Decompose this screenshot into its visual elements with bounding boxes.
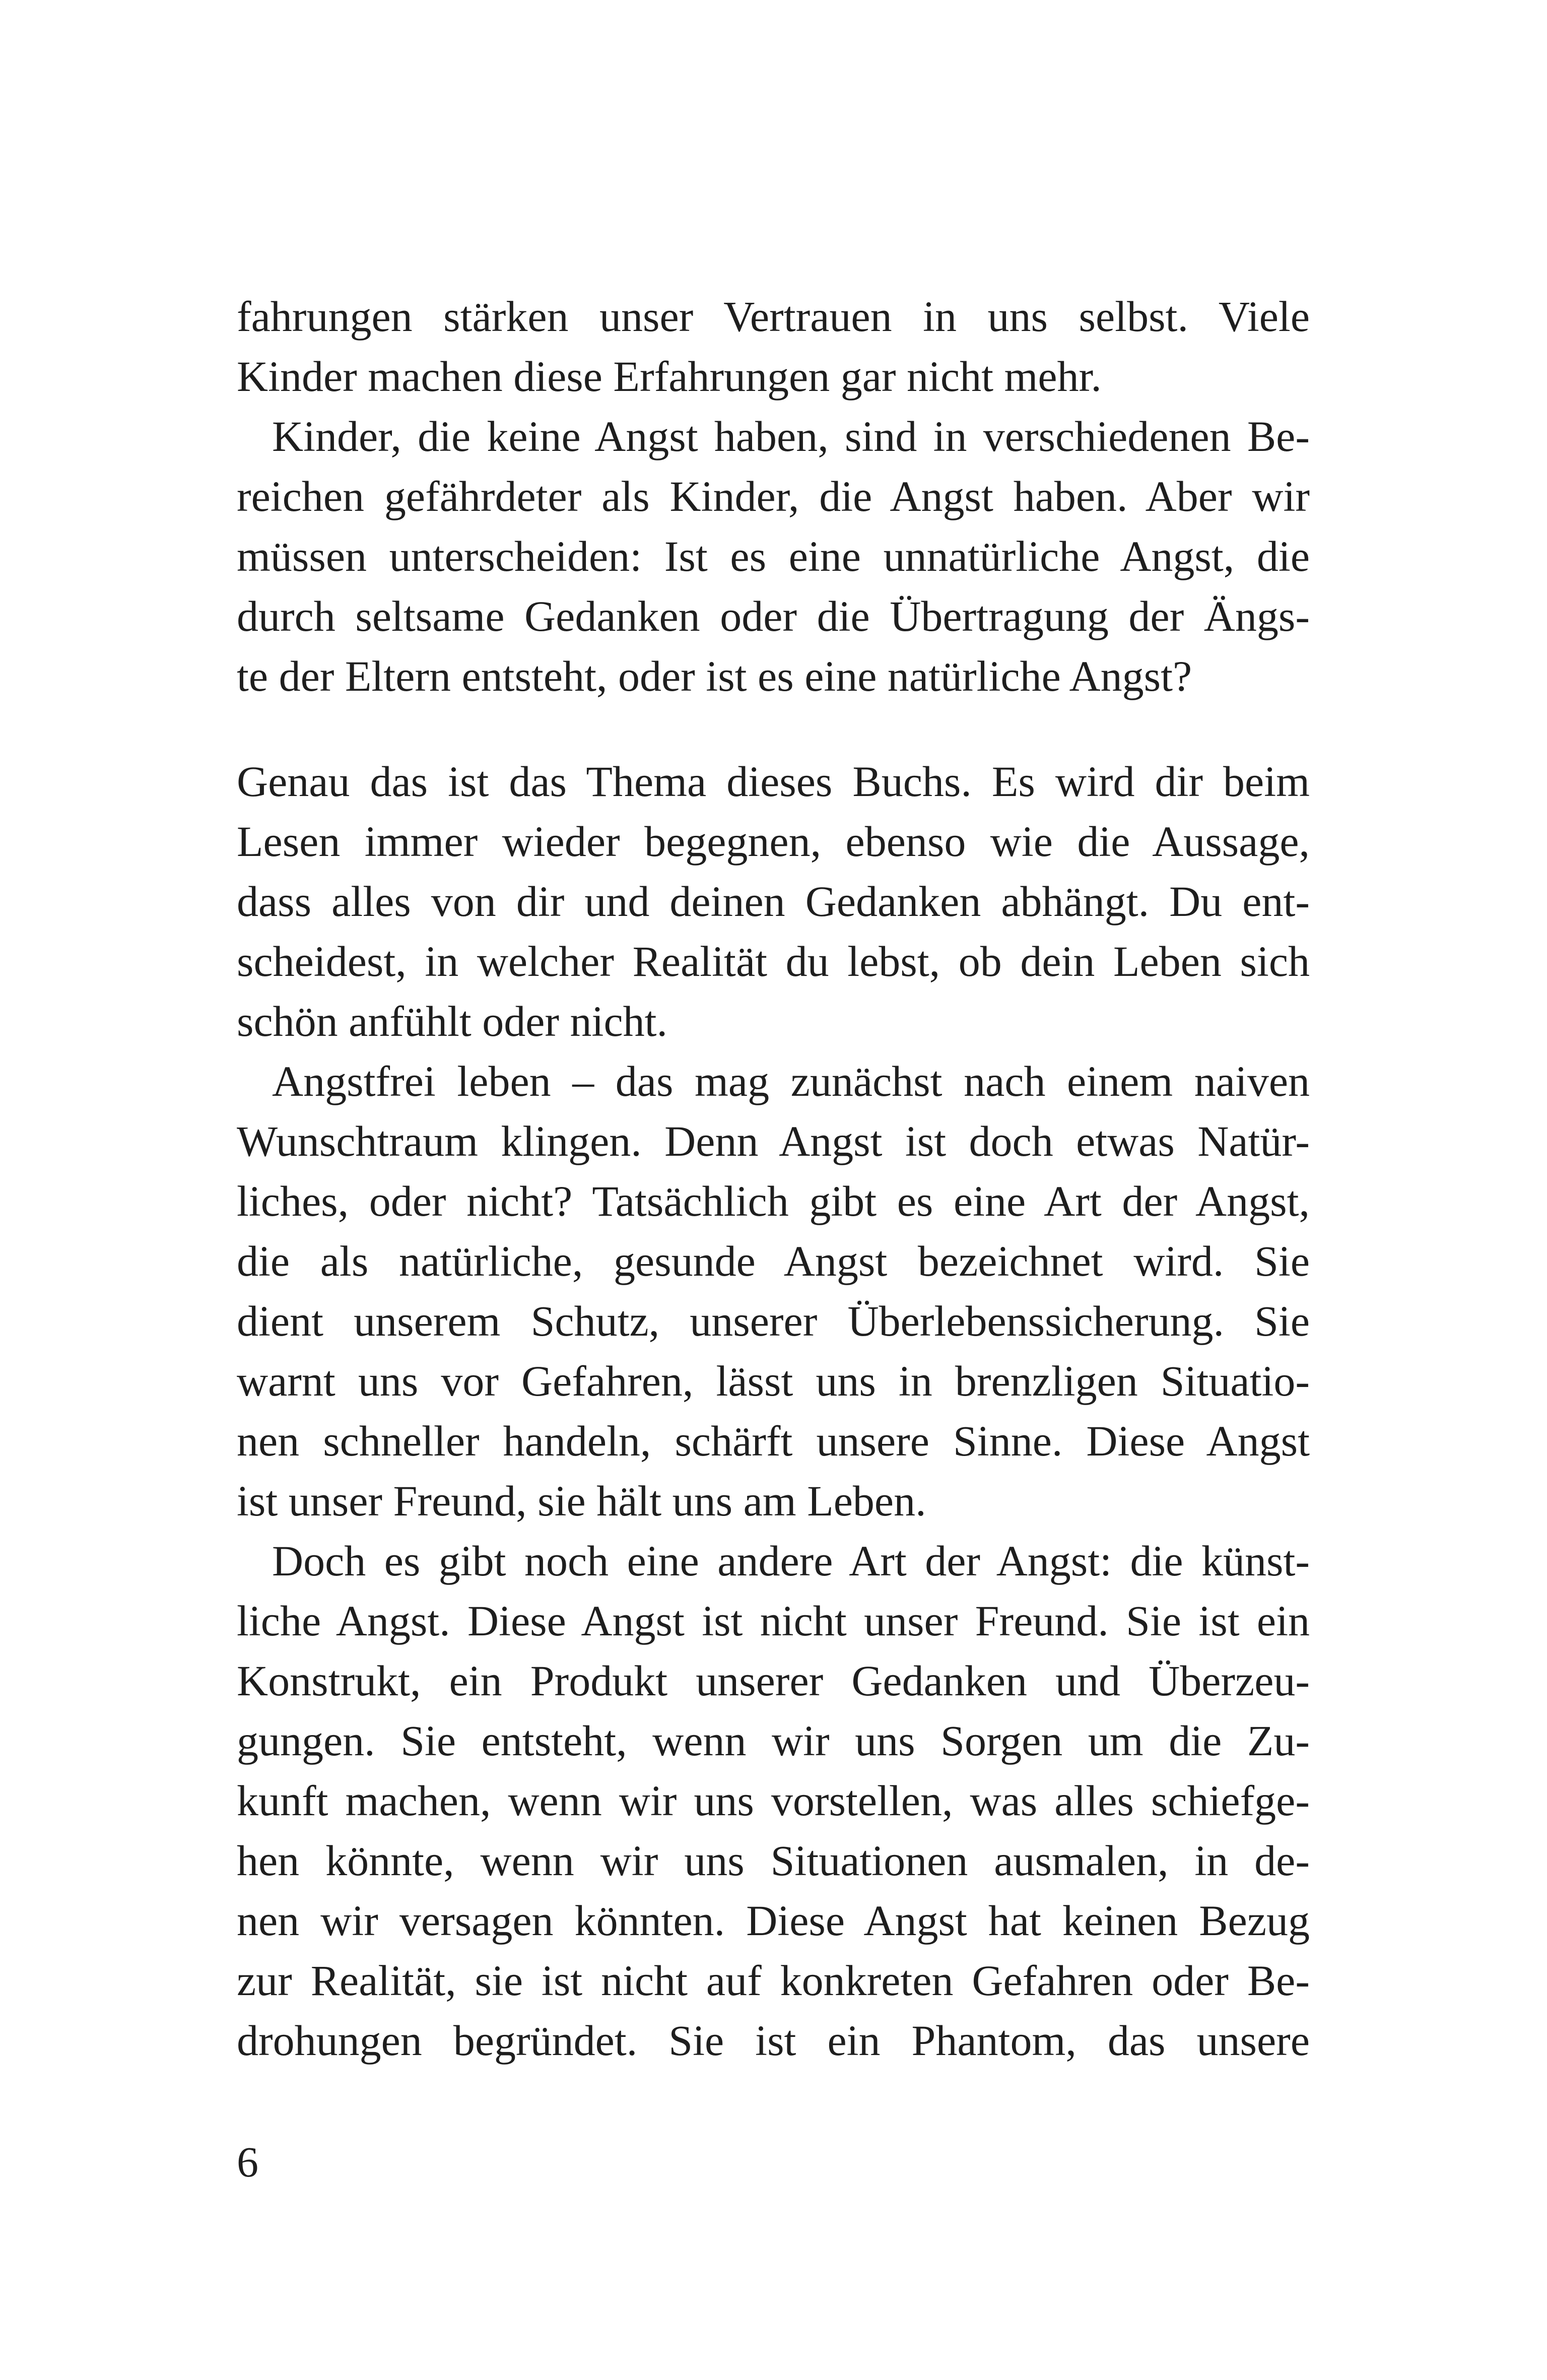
text-line: drohungen begründet. Sie ist ein Phantom, das unsere (237, 2016, 1310, 2065)
text-line: ist unser Freund, sie hält uns am Leben. (237, 1477, 926, 1525)
text-line: gungen. Sie entsteht, wenn wir uns Sorgen um die Zu- (237, 1716, 1310, 1765)
text-line: Genau das ist das Thema dieses Buchs. Es wird dir beim (237, 757, 1310, 806)
text-line: durch seltsame Gedanken oder die Übertragung der Ängs- (237, 592, 1310, 640)
text-line: scheidest, in welcher Realität du lebst, ob dein Leben sich (237, 937, 1310, 985)
text-line: fahrungen stärken unser Vertrauen in uns selbst. Viele (237, 292, 1310, 341)
text-line: Kinder machen diese Erfahrungen gar nicht mehr. (237, 352, 1102, 401)
text-line: hen könnte, wenn wir uns Situationen ausmalen, in de- (237, 1836, 1310, 1885)
page-number: 6 (237, 2138, 258, 2186)
text-line: dient unserem Schutz, unserer Überlebenssicherung. Sie (237, 1297, 1310, 1345)
text-section-2 (237, 752, 1310, 2071)
text-line: Konstrukt, ein Produkt unserer Gedanken und Überzeu- (237, 1657, 1310, 1705)
text-line: liche Angst. Diese Angst ist nicht unser Freund. Sie ist ein (237, 1597, 1310, 1645)
text-line: zur Realität, sie ist nicht auf konkreten Gefahren oder Be- (237, 1956, 1310, 2005)
text-line: Lesen immer wieder begegnen, ebenso wie die Aussage, (237, 817, 1310, 866)
text-line: dass alles von dir und deinen Gedanken abhängt. Du ent- (237, 877, 1310, 925)
text-section-1 (237, 287, 1310, 706)
text-line: schön anfühlt oder nicht. (237, 997, 668, 1045)
text-line: liches, oder nicht? Tatsächlich gibt es eine Art der Angst, (237, 1177, 1310, 1225)
text-line: nen schneller handeln, schärft unsere Sinne. Diese Angst (237, 1417, 1310, 1465)
text-line: nen wir versagen könnten. Diese Angst hat keinen Bezug (237, 1896, 1310, 1945)
text-line: Wunschtraum klingen. Denn Angst ist doch etwas Natür- (237, 1117, 1310, 1165)
text-line: warnt uns vor Gefahren, lässt uns in brenzligen Situatio- (237, 1357, 1310, 1405)
text-line: te der Eltern entsteht, oder ist es eine natürliche Angst? (237, 652, 1192, 700)
text-line: die als natürliche, gesunde Angst bezeichnet wird. Sie (237, 1237, 1310, 1285)
text-line: kunft machen, wenn wir uns vorstellen, was alles schiefge- (237, 1776, 1310, 1825)
text-line: Kinder, die keine Angst haben, sind in verschiedenen Be- (272, 412, 1310, 460)
text-line: Doch es gibt noch eine andere Art der Angst: die künst- (272, 1537, 1310, 1585)
text-line: reichen gefährdeter als Kinder, die Angst haben. Aber wir (237, 472, 1310, 520)
text-line: müssen unterscheiden: Ist es eine unnatürliche Angst, die (237, 532, 1310, 580)
text-line: Angstfrei leben – das mag zunächst nach einem naiven (272, 1057, 1310, 1105)
